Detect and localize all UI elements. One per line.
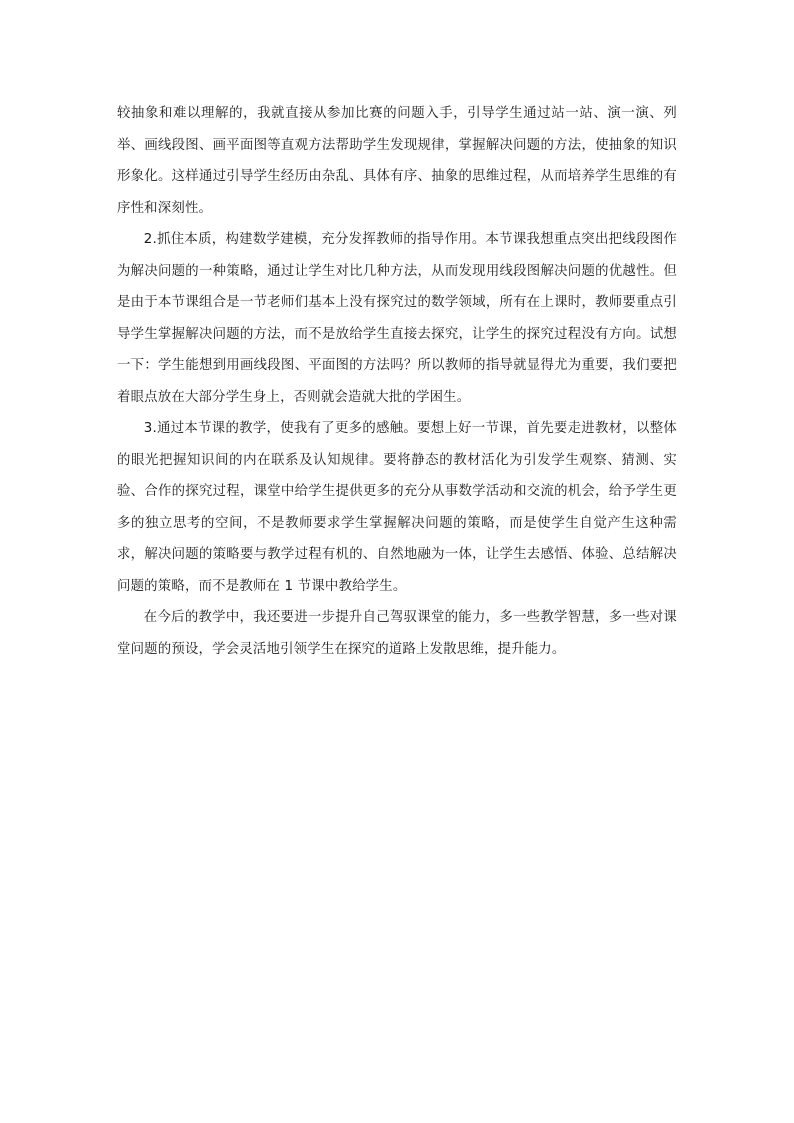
paragraph-point-2: 2.抓住本质，构建数学建模，充分发挥教师的指导作用。本节课我想重点突出把线段图作为解决问题的一种策略，通过让学生对比几种方法，从而发现用线段图解决问题的优越性。但是由于本节课组合是一节老师们基本上没有探究过的数学领域，所有在上课时，教师要重点引导学生掌握解决问题的方法，而不是放给学生直接去探究，让学生的探究过程没有方向。试想一下：学生能想到用画线段图、平面图的方法吗？所以教师的指导就显得尤为重要，我们要把着眼点放在大部分学生身上，否则就会造就大批的学困生。 xyxy=(117,232,677,405)
paragraph-conclusion: 在今后的教学中，我还要进一步提升自己驾驭课堂的能力，多一些教学智慧，多一些对课堂问题的预设，学会灵活地引领学生在探究的道路上发散思维，提升能力。 xyxy=(117,610,677,657)
paragraph-point-3: 3.通过本节课的教学，使我有了更多的感触。要想上好一节课，首先要走进教材，以整体的眼光把握知识间的内在联系及认知规律。要将静态的教材活化为引发学生观察、猜测、实验、合作的探究过程，课堂中给学生提供更多的充分从事数学活动和交流的机会，给予学生更多的独立思考的空间，不是教师要求学生掌握解决问题的策略，而是使学生自觉产生这种需求，解决问题的策略要与教学过程有机的、自然地融为一体，让学生去感悟、体验、总结解决问题的策略，而不是教师在 1 节课中教给学生。 xyxy=(117,421,677,594)
paragraph-continuation: 较抽象和难以理解的，我就直接从参加比赛的问题入手，引导学生通过站一站、演一演、列举、画线段图、画平面图等直观方法帮助学生发现规律，掌握解决问题的方法，使抽象的知识形象化。这样通过引导学生经历由杂乱、具体有序、抽象的思维过程，从而培养学生思维的有序性和深刻性。 xyxy=(117,106,677,216)
document-body xyxy=(117,98,677,665)
